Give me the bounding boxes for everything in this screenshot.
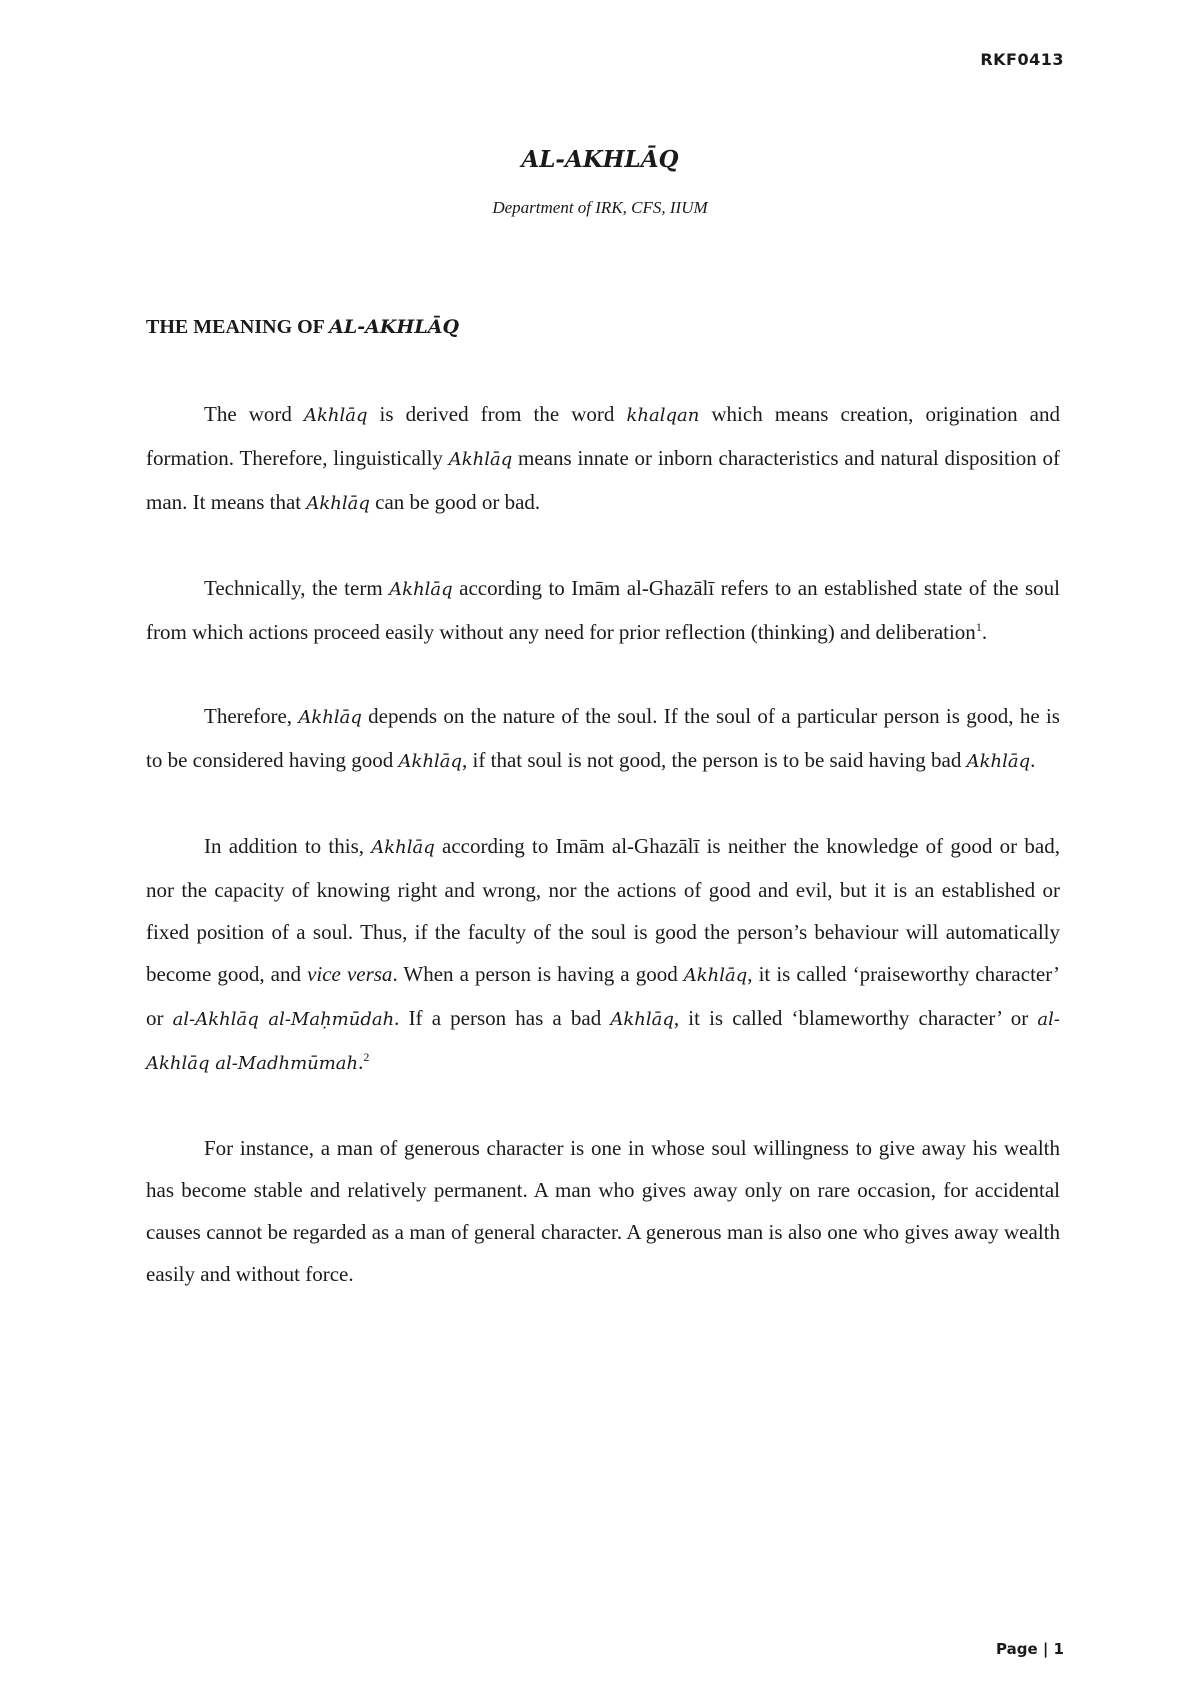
paragraph-2 (146, 567, 1060, 653)
text-run: The word (204, 402, 304, 426)
italic-term: Akhlāq (683, 965, 748, 986)
text-run: means innate or inborn characteristics and natural disposition of man. It means that (146, 446, 1060, 514)
italic-term: al-Akhlāq al-Madhmūmah (146, 1009, 1060, 1074)
text-run: is derived from the word (367, 402, 627, 426)
section-heading (146, 316, 459, 339)
text-run: . (1030, 748, 1036, 772)
text-run: . (981, 620, 988, 644)
italic-term: Akhlāq (398, 751, 463, 772)
text-run: For instance, a man of generous character is one in whose soul willingness to give away his wealth has become stable and relatively permanent. A man who gives away only on rare occasion, for accidental causes cannot be regarded as a man of general character. A generous man is also one who gives away wealth easily and without force. (146, 1136, 1060, 1286)
footnote-marker[interactable]: 1 (975, 620, 982, 634)
text-run: can be good or bad. (369, 490, 541, 514)
italic-term: Akhlāq (306, 493, 370, 514)
document-code: RKF0413 (980, 50, 1064, 69)
italic-term: Akhlāq (610, 1009, 674, 1030)
text-run: Technically, the term (204, 576, 390, 600)
italic-term: Akhlāq (371, 837, 435, 858)
section-heading-text: THE MEANING OF (146, 316, 330, 338)
footnote-marker[interactable]: 2 (363, 1050, 370, 1064)
document-title: AL-AKHLĀQ (521, 146, 679, 173)
document-subtitle: Department of IRK, CFS, IIUM (492, 198, 708, 217)
text-run: , it is called ‘praiseworthy character’ or (146, 962, 1060, 1030)
paragraph-4 (146, 825, 1060, 1085)
text-run: according to Imām al-Ghazālī is neither the knowledge of good or bad, nor the capacity of knowing right and wrong, nor the actions of good and evil, but it is an established or fixed position of a soul. Thus, if the faculty of the soul is good the person’s behaviour will automatically become good, and (146, 834, 1060, 986)
text-run: , it is called ‘blameworthy character’ or (673, 1006, 1038, 1030)
text-run: according to Imām al-Ghazālī refers to an established state of the soul from which actions proceed easily without any need for prior reflection (thinking) and deliberation (146, 576, 1060, 644)
italic-term: Akhlāq (966, 751, 1031, 772)
text-run: Therefore, (204, 704, 299, 728)
italic-term: khalqan (626, 405, 700, 426)
page-number: Page | 1 (996, 1640, 1064, 1658)
section-heading-italic: AL-AKHLĀQ (329, 316, 460, 338)
paragraph-1 (146, 393, 1060, 525)
text-run: . If a person has a bad (394, 1006, 611, 1030)
text-run: , if that soul is not good, the person is to be said having bad (462, 748, 967, 772)
text-run: . When a person is having a good (392, 962, 684, 986)
document-body (146, 393, 1060, 1337)
italic-term: Akhlāq (298, 707, 362, 728)
italic-phrase: vice versa (307, 962, 393, 986)
paragraph-5 (146, 1127, 1060, 1295)
italic-term: Akhlāq (389, 579, 453, 600)
text-run: depends on the nature of the soul. If the soul of a particular person is good, he is to be considered having good (146, 704, 1060, 772)
text-run: which means creation, origination and formation. Therefore, linguistically (146, 402, 1060, 470)
text-run: . (358, 1050, 364, 1074)
text-run: In addition to this, (204, 834, 372, 858)
italic-term: Akhlāq (448, 449, 513, 470)
italic-term: al-Akhlāq al-Maḥmūdah (172, 1009, 395, 1030)
paragraph-3 (146, 695, 1060, 783)
italic-term: Akhlāq (303, 405, 368, 426)
